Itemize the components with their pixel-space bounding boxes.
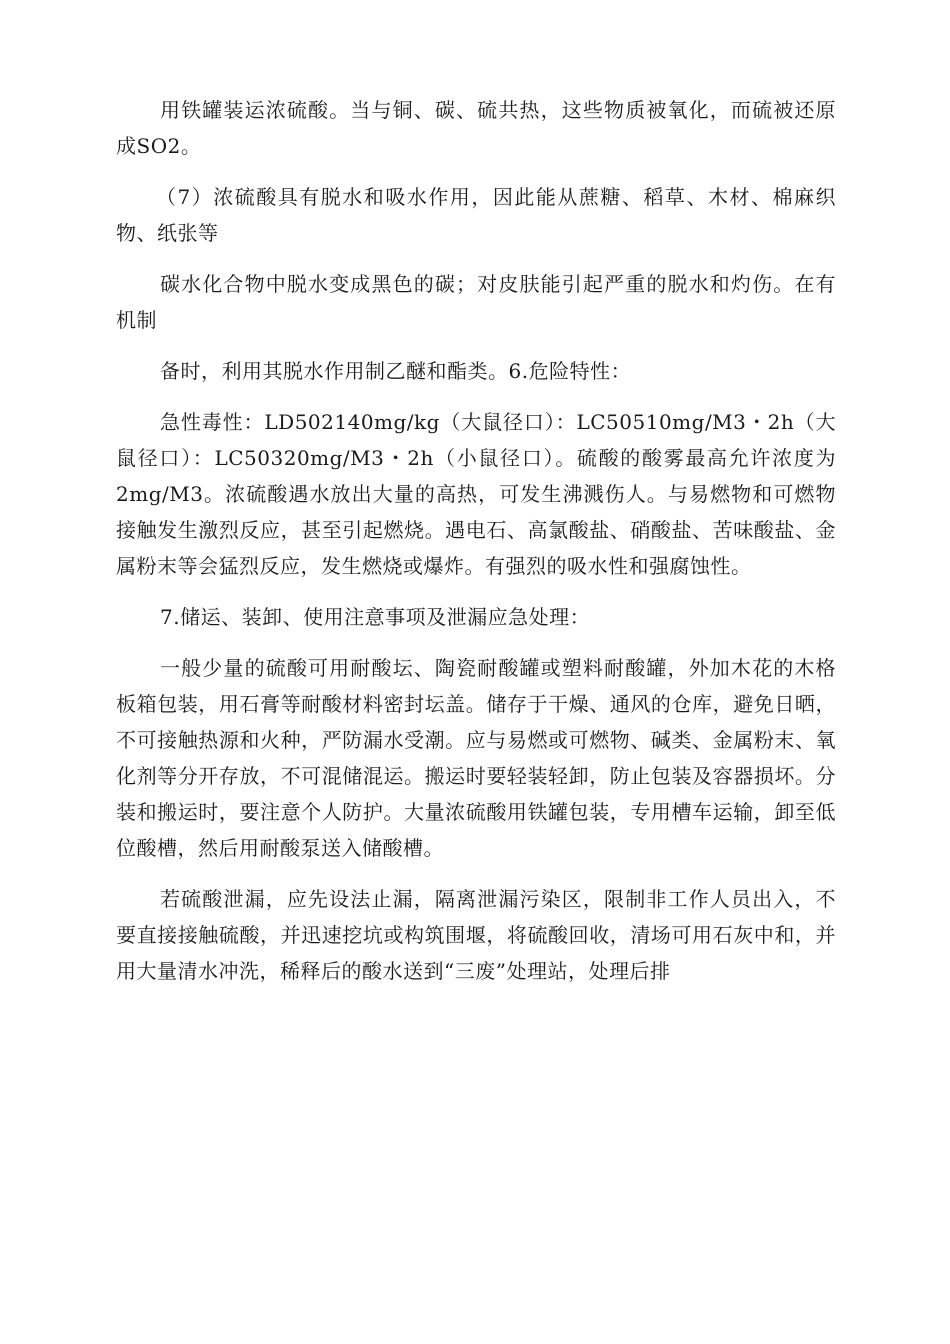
paragraph-sulfuric-oxidation: 用铁罐装运浓硫酸。当与铜、碳、硫共热，这些物质被氧化，而硫被还原成SO2。	[116, 98, 836, 158]
paragraph-dehydration-effect: 碳水化合物中脱水变成黑色的碳；对皮肤能引起严重的脱水和灼伤。在有机制	[116, 272, 836, 332]
paragraph-storage-heading: 7.储运、装卸、使用注意事项及泄漏应急处理：	[160, 605, 591, 629]
paragraph-leak-handling: 若硫酸泄漏，应先设法止漏，隔离泄漏污染区，限制非工作人员出入，不要直接接触硫酸，并迅速挖坑或构筑围堰，将硫酸回收，清场可用石灰中和，并用大量清水冲洗，稀释后的酸水送到“三废”处理站，处理后排	[116, 887, 836, 983]
paragraph-hazard-heading: 备时，利用其脱水作用制乙醚和酯类。6.危险特性：	[160, 359, 632, 383]
document-body	[116, 92, 836, 1004]
paragraph-storage-details: 一般少量的硫酸可用耐酸坛、陶瓷耐酸罐或塑料耐酸罐，外加木花的木格板箱包装，用石膏等耐酸材料密封坛盖。储存于干燥、通风的仓库，避免日晒，不可接触热源和火种，严防漏水受潮。应与易燃或可燃物、碱类、金属粉末、氧化剂等分开存放，不可混储混运。搬运时要轻装轻卸，防止包装及容器损坏。分装和搬运时，要注意个人防护。大量浓硫酸用铁罐包装，专用槽车运输，卸至低位酸槽，然后用耐酸泵送入储酸槽。	[116, 656, 836, 860]
paragraph-dehydration-intro: （7）浓硫酸具有脱水和吸水作用，因此能从蔗糖、稻草、木材、棉麻织物、纸张等	[116, 185, 836, 245]
paragraph-acute-toxicity: 急性毒性：LD502140mg/kg（大鼠径口）：LC50510mg/M3・2h（大鼠径口）：LC50320mg/M3・2h（小鼠径口）。硫酸的酸雾最高允许浓度为2mg/M3。浓硫酸遇水放出大量的高热，可发生沸溅伤人。与易燃物和可燃物接触发生激烈反应，甚至引起燃烧。遇电石、高氯酸盐、硝酸盐、苦味酸盐、金属粉末等会猛烈反应，发生燃烧或爆炸。有强烈的吸水性和强腐蚀性。	[116, 410, 836, 578]
